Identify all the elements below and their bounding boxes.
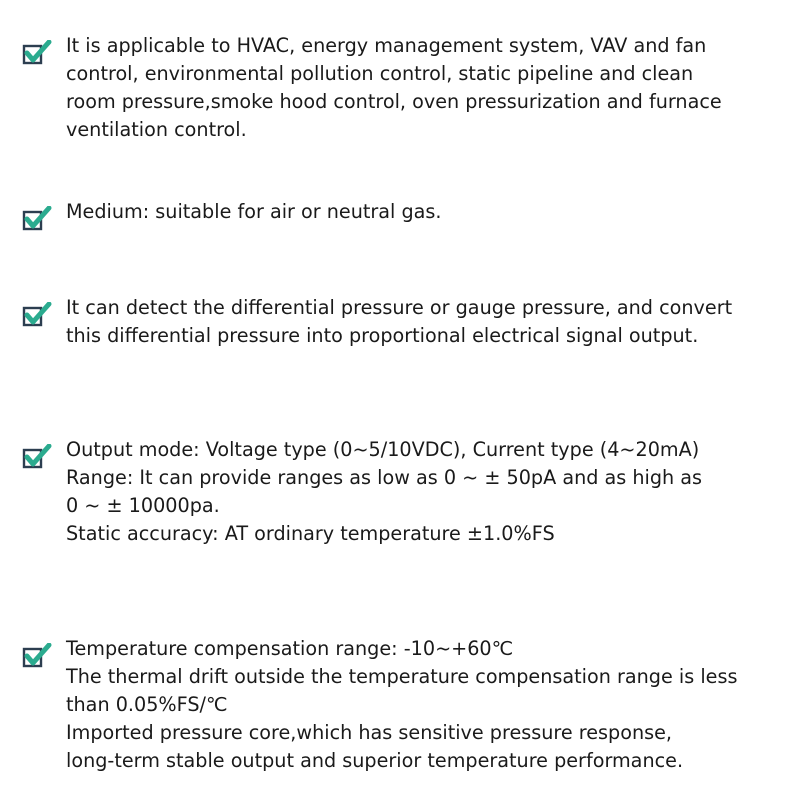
feature-line: control, environmental pollution control, static pipeline and clean (66, 62, 694, 85)
feature-line: ventilation control. (66, 118, 247, 141)
feature-line: room pressure,smoke hood control, oven pressurization and furnace (66, 90, 722, 113)
feature-line: this differential pressure into proportional electrical signal output. (66, 324, 699, 347)
feature-text (66, 198, 782, 226)
feature-line: It can detect the differential pressure or gauge pressure, and convert (66, 296, 733, 319)
feature-line: 0 ~ ± 10000pa. (66, 494, 220, 517)
feature-line: It is applicable to HVAC, energy management system, VAV and fan (66, 34, 707, 57)
feature-text (66, 294, 782, 350)
feature-line: Static accuracy: AT ordinary temperature ±1.0%FS (66, 522, 555, 545)
check-box-icon (22, 444, 52, 470)
feature-line: Medium: suitable for air or neutral gas. (66, 200, 442, 223)
feature-line: Range: It can provide ranges as low as 0 ~ ± 50pA and as high as (66, 466, 703, 489)
check-box-icon (22, 206, 52, 232)
feature-line: Output mode: Voltage type (0~5/10VDC), Current type (4~20mA) (66, 438, 700, 461)
feature-text (66, 32, 782, 144)
check-box-icon (22, 40, 52, 66)
feature-line: Imported pressure core,which has sensitive pressure response, (66, 721, 673, 744)
feature-line: The thermal drift outside the temperature compensation range is less (66, 665, 738, 688)
feature-text (66, 436, 782, 548)
check-box-icon (22, 302, 52, 328)
feature-line: than 0.05%FS/℃ (66, 693, 228, 716)
feature-line: Temperature compensation range: -10~+60℃ (66, 637, 514, 660)
feature-line: long-term stable output and superior temperature performance. (66, 749, 684, 772)
check-box-icon (22, 643, 52, 669)
feature-text (66, 635, 782, 775)
